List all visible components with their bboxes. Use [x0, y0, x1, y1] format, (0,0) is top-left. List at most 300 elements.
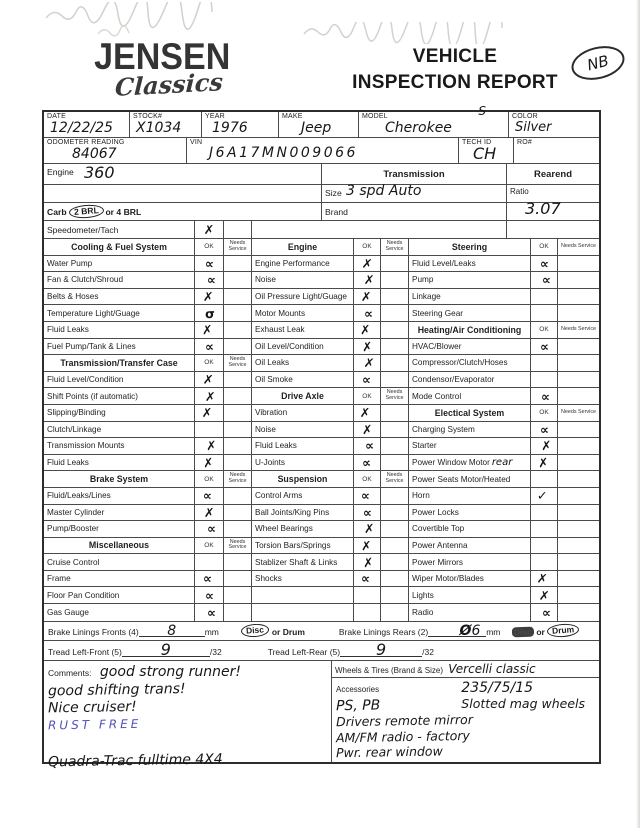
ok-box [354, 405, 381, 421]
ok-box [354, 538, 381, 554]
ok-box [195, 488, 224, 504]
info-row-2 [44, 138, 599, 164]
wheel-type-value: Slotted mag wheels [461, 695, 585, 711]
item-label: Power Antenna [409, 538, 531, 554]
needs-service-box [558, 455, 599, 471]
needs-service-box [558, 488, 599, 504]
needs-service-box [224, 322, 252, 338]
accessory-line: PS, PB [335, 697, 381, 714]
needs-service-box [224, 388, 252, 404]
ok-box [195, 455, 224, 471]
year-field [202, 112, 279, 137]
ok-box [195, 239, 224, 255]
needs-service-box [558, 355, 599, 371]
checklist-item-row [409, 438, 599, 455]
carb-row [44, 199, 599, 221]
ok-box [354, 372, 381, 388]
item-label [252, 587, 354, 603]
item-label: Noise [252, 272, 354, 288]
checklist-item-row [409, 538, 599, 555]
tread-row [44, 641, 599, 661]
item-label: Floor Pan Condition [44, 587, 195, 603]
checklist-col-middle [252, 239, 409, 621]
checklist-item-row [252, 322, 409, 339]
brand-label: Brand [325, 207, 348, 217]
comment-line: good strong runner! [99, 663, 241, 680]
transmission-label: Transmission [383, 168, 445, 180]
checklist-item-row [44, 587, 252, 604]
item-label: Starter [409, 438, 531, 454]
ok-box [195, 388, 224, 404]
needs-service-header: Needs Service [560, 408, 597, 415]
ratio-label: Ratio [510, 187, 529, 196]
handwritten-check-mark: ∝ [206, 272, 216, 288]
section-header-label: Cooling & Fuel System [44, 239, 195, 255]
handwritten-check-mark: ✗ [205, 437, 217, 454]
checklist-item-row [44, 571, 252, 588]
tire-size-value: 235/75/15 [461, 679, 534, 696]
needs-service-box [381, 604, 409, 621]
checklist-item-row [252, 372, 409, 389]
engine-label: Engine [47, 167, 74, 177]
speedometer-row [44, 221, 599, 239]
checklist-item-row [409, 256, 599, 273]
checklist-section-header-row [409, 239, 599, 256]
ok-box [354, 554, 381, 570]
needs-service-box [558, 372, 599, 388]
needs-service-box [224, 405, 252, 421]
tread-rear-value: 9 [376, 639, 387, 659]
transmission-size-field [322, 185, 507, 202]
item-label: Frame [44, 571, 195, 587]
year-value: 1976 [212, 120, 248, 136]
checklist-item-row [44, 488, 252, 505]
handwritten-check-mark: ∝ [541, 272, 551, 288]
ok-box [195, 256, 224, 272]
ok-box [531, 571, 558, 587]
handwritten-check-mark: ✗ [201, 322, 213, 338]
accessories-field [332, 678, 599, 762]
ok-box [195, 554, 224, 570]
item-label: Oil Level/Condition [252, 339, 354, 355]
item-label: Fan & Clutch/Shroud [44, 272, 195, 288]
needs-service-box [558, 305, 599, 321]
item-label: Vibration [252, 405, 354, 421]
checklist-section-header-row [44, 471, 252, 488]
handwritten-check-mark: ✗ [538, 587, 550, 604]
needs-service-box [224, 571, 252, 587]
needs-service-box [224, 488, 252, 504]
ok-header: OK [539, 409, 549, 417]
comments-lines [48, 663, 327, 769]
size-row [44, 185, 599, 203]
ok-box [354, 438, 381, 454]
item-label: Fuel Pump/Tank & Lines [44, 339, 195, 355]
item-label: Clutch/Linkage [44, 422, 195, 438]
needs-service-box [558, 505, 599, 521]
checklist-item-row [409, 471, 599, 488]
needs-service-box [558, 587, 599, 603]
checklist-section-header-row [252, 388, 409, 405]
item-label: Engine Performance [252, 256, 354, 272]
engine-row [44, 164, 599, 185]
brake-rear-disc-scribbled: Disc [514, 626, 533, 637]
needs-service-box [224, 538, 252, 554]
ok-box [354, 505, 381, 521]
needs-service-header: Needs Service [228, 356, 247, 368]
model-field [359, 104, 509, 137]
checklist-item-row [409, 289, 599, 306]
item-label: Fluid/Leaks/Lines [44, 488, 195, 504]
needs-service-box [558, 554, 599, 570]
checklist-item-row [409, 505, 599, 522]
handwritten-check-mark: ∝ [360, 487, 370, 504]
tread-front-blank [122, 639, 210, 659]
vin-value: J6A17MN009066 [209, 145, 358, 161]
item-label: Lights [409, 587, 531, 603]
accessories-lines [336, 697, 595, 759]
pencil-scribble-top-center [300, 22, 550, 44]
checklist-item-row [409, 422, 599, 439]
item-label: HVAC/Blower [409, 339, 531, 355]
needs-service-box [558, 422, 599, 438]
checklist-item-row [44, 505, 252, 522]
ok-box [531, 289, 558, 305]
needs-service-header: Needs Service [228, 538, 247, 551]
brake-rear-or: or [536, 626, 545, 637]
item-label: Control Arms [252, 488, 354, 504]
needs-service-box [381, 471, 409, 487]
needs-service-box [224, 355, 252, 371]
handwritten-check-mark: ∝ [202, 487, 212, 504]
needs-service-box [224, 305, 252, 321]
ok-header: OK [539, 326, 549, 334]
ok-box [195, 538, 224, 554]
section-header-label: Suspension [252, 471, 354, 487]
report-title-line1: VEHICLE [412, 46, 498, 67]
item-label: Fluid Leaks [252, 438, 354, 454]
handwritten-check-mark: ✗ [204, 388, 216, 404]
ok-box [531, 521, 558, 537]
ok-header: OK [362, 243, 372, 251]
handwritten-check-mark: ∝ [361, 371, 371, 388]
handwritten-note: rear [491, 457, 513, 469]
section-header-label: Transmission/Transfer Case [44, 355, 195, 371]
item-label: Steering Gear [409, 305, 531, 321]
handwritten-check-mark: ✗ [202, 454, 214, 471]
ok-box [531, 587, 558, 603]
item-label: Belts & Hoses [44, 289, 195, 305]
handwritten-check-mark: ✗ [363, 521, 375, 537]
section-header-label: Heating/Air Conditioning [409, 322, 531, 338]
needs-service-box [381, 571, 409, 587]
ok-header: OK [204, 243, 214, 251]
ok-box [531, 488, 558, 504]
transmission-section [322, 164, 507, 184]
checklist-item-row [44, 521, 252, 538]
handwritten-check-mark: ✗ [203, 504, 215, 520]
ok-box [354, 355, 381, 371]
ok-box [195, 405, 224, 421]
ok-box [531, 388, 558, 404]
checklist-item-row [44, 289, 252, 306]
ok-header: OK [539, 243, 549, 251]
odometer-value: 84067 [72, 146, 117, 162]
item-label: Wiper Motor/Blades [409, 571, 531, 587]
vin-label: VIN [190, 139, 203, 146]
needs-service-header: Needs Service [385, 389, 404, 402]
ok-box [531, 422, 558, 438]
checklist-section-header-row [409, 322, 599, 339]
carb-label-suffix: or 4 BRL [105, 206, 142, 217]
needs-service-box [381, 455, 409, 471]
model-value: Cherokee [385, 120, 452, 136]
checklist-item-row [409, 571, 599, 588]
speedometer-ns-box [224, 221, 252, 238]
item-label: Temperature Light/Guage [44, 305, 195, 321]
ok-box [195, 604, 224, 621]
ok-box [354, 488, 381, 504]
handwritten-check-mark: ∝ [539, 421, 549, 437]
needs-service-box [381, 239, 409, 255]
ok-box [354, 455, 381, 471]
checklist-item-row [409, 521, 599, 538]
carb-label-prefix: Carb [47, 206, 67, 217]
handwritten-check-mark: ✓ [536, 487, 548, 504]
speedometer-spacer-1 [252, 221, 507, 238]
checklist [44, 239, 599, 621]
checklist-item-row [409, 372, 599, 389]
checklist-item-row [44, 305, 252, 322]
checklist-item-row [44, 554, 252, 571]
stock-field [130, 112, 202, 137]
accessories-label: Accessories [336, 684, 380, 694]
date-value: 12/22/25 [50, 120, 113, 136]
checklist-item-row [44, 256, 252, 273]
needs-service-box [381, 405, 409, 421]
tread-rear-unit: /32 [422, 646, 434, 657]
handwritten-check-mark: ✗ [360, 288, 372, 305]
needs-service-box [381, 538, 409, 554]
checklist-item-row [252, 554, 409, 571]
handwritten-check-mark: ∝ [362, 504, 372, 520]
handwritten-check-mark: ∝ [201, 570, 213, 587]
ok-box [195, 272, 224, 288]
item-label: Cruise Control [44, 554, 195, 570]
checklist-item-row [44, 604, 252, 621]
make-value: Jeep [301, 120, 332, 136]
checklist-item-row [409, 488, 599, 505]
checklist-col-left [44, 239, 252, 621]
needs-service-header: Needs Service [228, 240, 247, 252]
dealer-logo [84, 36, 254, 102]
make-label: MAKE [282, 113, 303, 120]
handwritten-check-mark: ∝ [204, 587, 214, 604]
needs-service-box [381, 289, 409, 305]
handwritten-check-mark: ∝ [203, 255, 215, 272]
ratio-value: 3.07 [525, 199, 561, 218]
stock-value: X1034 [136, 120, 182, 136]
needs-service-header: Needs Service [228, 472, 247, 485]
handwritten-circled-initials: NB [568, 41, 628, 85]
year-label: YEAR [205, 113, 225, 120]
needs-service-box [224, 554, 252, 570]
ok-box [354, 339, 381, 355]
needs-service-header: Needs Service [560, 325, 597, 332]
ok-box [195, 438, 224, 454]
needs-service-box [558, 388, 599, 404]
tread-front-value: 9 [160, 639, 171, 659]
brake-rear-label: Brake Linings Rears (2) [338, 626, 429, 637]
ok-box [531, 471, 558, 487]
model-superscript: S [478, 104, 486, 118]
checklist-item-row [44, 339, 252, 356]
handwritten-check-mark: ∝ [203, 338, 215, 355]
item-label: Power Locks [409, 505, 531, 521]
size-value: 3 spd Auto [346, 183, 422, 199]
comment-line: RUST FREE [47, 716, 142, 733]
vin-field [187, 138, 459, 163]
handwritten-check-mark: ∝ [206, 521, 216, 537]
needs-service-box [224, 422, 252, 438]
item-label: Power Window Motor rear [409, 455, 531, 471]
brand-field [322, 203, 507, 220]
checklist-item-row [409, 388, 599, 405]
needs-service-header: Needs Service [385, 472, 404, 485]
needs-service-box [224, 239, 252, 255]
bottom-section [44, 661, 599, 771]
scan-edge-shadow [636, 0, 640, 828]
item-label: Shocks [252, 571, 354, 587]
ok-box [354, 471, 381, 487]
item-label: Torsion Bars/Springs [252, 538, 354, 554]
item-label: Oil Leaks [252, 355, 354, 371]
handwritten-check-mark: ✗ [362, 355, 375, 372]
needs-service-box [558, 322, 599, 338]
ok-box [531, 272, 558, 288]
wheels-tires-field [332, 661, 599, 678]
needs-service-box [224, 505, 252, 521]
item-label: Charging System [409, 422, 531, 438]
handwritten-check-mark: σ [204, 305, 216, 321]
ok-box [531, 372, 558, 388]
handwritten-check-mark: ✗ [363, 272, 375, 288]
needs-service-box [224, 256, 252, 272]
item-label: Radio [409, 604, 531, 621]
brake-front-unit: mm [204, 626, 219, 637]
checklist-item-row [252, 488, 409, 505]
ok-header: OK [204, 475, 214, 483]
speedometer-ok-box [195, 221, 224, 238]
item-label: Water Pump [44, 256, 195, 272]
ok-box [531, 505, 558, 521]
checklist-item-row [252, 604, 409, 621]
needs-service-box [224, 438, 252, 454]
item-label: Linkage [409, 289, 531, 305]
report-title-line2: INSPECTION REPORT [352, 71, 558, 93]
handwritten-check-mark: ✗ [361, 338, 373, 355]
item-label: Covertible Top [409, 521, 531, 537]
accessory-line: AM/FM radio - factory [335, 727, 470, 745]
item-label: U-Joints [252, 455, 354, 471]
needs-service-box [381, 388, 409, 404]
engine-value: 360 [84, 163, 115, 182]
brake-front-blank [139, 622, 205, 639]
checklist-section-header-row [44, 239, 252, 256]
tread-front-unit: /32 [209, 646, 222, 657]
odometer-field [44, 138, 187, 163]
checklist-item-row [409, 305, 599, 322]
ok-header: OK [204, 359, 214, 367]
item-label: Horn [409, 488, 531, 504]
checklist-section-header-row [252, 239, 409, 256]
handwritten-check-mark: ✗ [359, 322, 371, 338]
checklist-item-row [409, 272, 599, 289]
handwritten-check-mark: ∝ [364, 437, 374, 454]
needs-service-box [558, 604, 599, 621]
wheels-accessories-box [332, 661, 599, 762]
item-label: Shift Points (if automatic) [44, 388, 195, 404]
comments-label: Comments: [48, 667, 92, 678]
tread-rear-blank [340, 639, 422, 659]
item-label: Oil Pressure Light/Guage [252, 289, 354, 305]
ok-box [195, 355, 224, 371]
checklist-item-row [252, 422, 409, 439]
needs-service-box [381, 339, 409, 355]
checklist-item-row [252, 305, 409, 322]
needs-service-box [381, 355, 409, 371]
handwritten-check-mark: ∝ [360, 454, 372, 471]
tread-front-label: Tread Left-Front (5) [48, 646, 122, 657]
wheels-tires-value: Vercelli classic [448, 661, 536, 676]
ro-number-field [514, 138, 599, 163]
handwritten-check-mark: ✗ [540, 437, 552, 454]
speedometer-field [44, 221, 195, 238]
ro-number-label: RO# [517, 139, 532, 146]
comment-line: Quadra-Trac fulltime 4X4 [47, 751, 223, 771]
needs-service-box [381, 256, 409, 272]
section-header-label: Brake System [44, 471, 195, 487]
report-title [330, 44, 580, 95]
accessory-line: Pwr. rear window [335, 743, 443, 761]
needs-service-box [558, 339, 599, 355]
item-label: Fluid Leaks [44, 455, 195, 471]
color-field [509, 112, 599, 137]
ok-box [195, 571, 224, 587]
ok-box [195, 422, 224, 438]
needs-service-box [224, 587, 252, 603]
item-label: Slipping/Binding [44, 405, 195, 421]
needs-service-box [224, 289, 252, 305]
item-label: Condensor/Evaporator [409, 372, 531, 388]
item-label: Transmission Mounts [44, 438, 195, 454]
engine-blank-cell [44, 185, 322, 202]
handwritten-check-mark: ✗ [202, 371, 214, 388]
needs-service-box [224, 604, 252, 621]
ok-box [354, 272, 381, 288]
handwritten-check-mark: ∝ [538, 255, 550, 272]
inspection-form-table [42, 104, 601, 771]
ok-box [354, 571, 381, 587]
item-label: Fluid Level/Leaks [409, 256, 531, 272]
handwritten-check-mark: ∝ [541, 604, 551, 621]
ok-box [195, 521, 224, 537]
rearend-label: Rearend [533, 168, 572, 180]
item-label: Exhaust Leak [252, 322, 354, 338]
needs-service-box [381, 554, 409, 570]
handwritten-check-mark: ∝ [538, 338, 550, 355]
ok-box [195, 587, 224, 603]
